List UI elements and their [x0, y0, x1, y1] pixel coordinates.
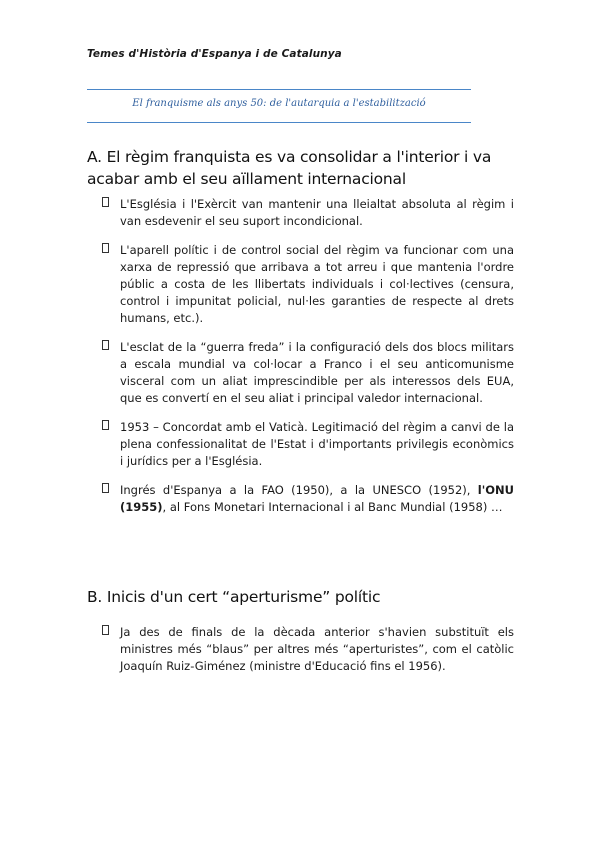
bullet-text-bold: l'ONU (1955) — [120, 483, 514, 514]
list-item — [102, 339, 514, 407]
bullet-marker-icon — [102, 243, 109, 253]
subtitle-rule-bottom — [87, 122, 471, 123]
section-a-title: A. El règim franquista es va consolidar a l'interior i va acabar amb el seu aïllament internacional — [87, 148, 492, 188]
section-b-title: B. Inicis d'un cert “aperturisme” polític — [87, 588, 381, 606]
list-item — [102, 196, 514, 230]
list-item — [102, 624, 514, 675]
bullet-marker-icon — [102, 340, 109, 350]
section-a-list — [102, 196, 514, 528]
bullet-marker-icon — [102, 420, 109, 430]
bullet-text: L'Església i l'Exèrcit van mantenir una lleialtat absoluta al règim i van esdevenir el seu suport incondicional. — [120, 197, 514, 228]
bullet-marker-icon — [102, 483, 109, 493]
section-b-list — [102, 624, 514, 687]
bullet-marker-icon — [102, 625, 109, 635]
bullet-text-after: , al Fons Monetari Internacional i al Banc Mundial (1958) … — [162, 500, 503, 514]
list-item — [102, 482, 514, 516]
bullet-marker-icon — [102, 197, 109, 207]
list-item — [102, 419, 514, 470]
subtitle: El franquisme als anys 50: de l'autarquia a l'estabilització — [132, 98, 426, 109]
bullet-text: Ja des de finals de la dècada anterior s'havien substituït els ministres més “blaus” per altres més “aperturistes”, com el catòlic Joaquín Ruiz-Giménez (ministre d'Educació fins el 1956). — [120, 625, 514, 673]
running-header: Temes d'Història d'Espanya i de Catalunya — [87, 48, 342, 60]
subtitle-rule-top — [87, 89, 471, 90]
bullet-text: L'esclat de la “guerra freda” i la configuració dels dos blocs militars a escala mundial va col·locar a Franco i el seu anticomunisme visceral com un aliat imprescindible per als interessos dels EUA, que es convertí en el seu aliat i principal valedor internacional. — [120, 340, 514, 405]
bullet-text: L'aparell polític i de control social del règim va funcionar com una xarxa de repressió que arribava a tot arreu i que mantenia l'ordre públic a costa de les llibertats individuals i col·lectives (censura, control i impunitat policial, nul·les garanties de respecte al drets humans, etc.). — [120, 243, 514, 325]
bullet-text: 1953 – Concordat amb el Vaticà. Legitimació del règim a canvi de la plena confessionalitat de l'Estat i d'importants privilegis econòmics i jurídics per a l'Església. — [120, 420, 514, 468]
bullet-text-before: Ingrés d'Espanya a la FAO (1950), a la UNESCO (1952), — [120, 483, 478, 497]
list-item — [102, 242, 514, 327]
